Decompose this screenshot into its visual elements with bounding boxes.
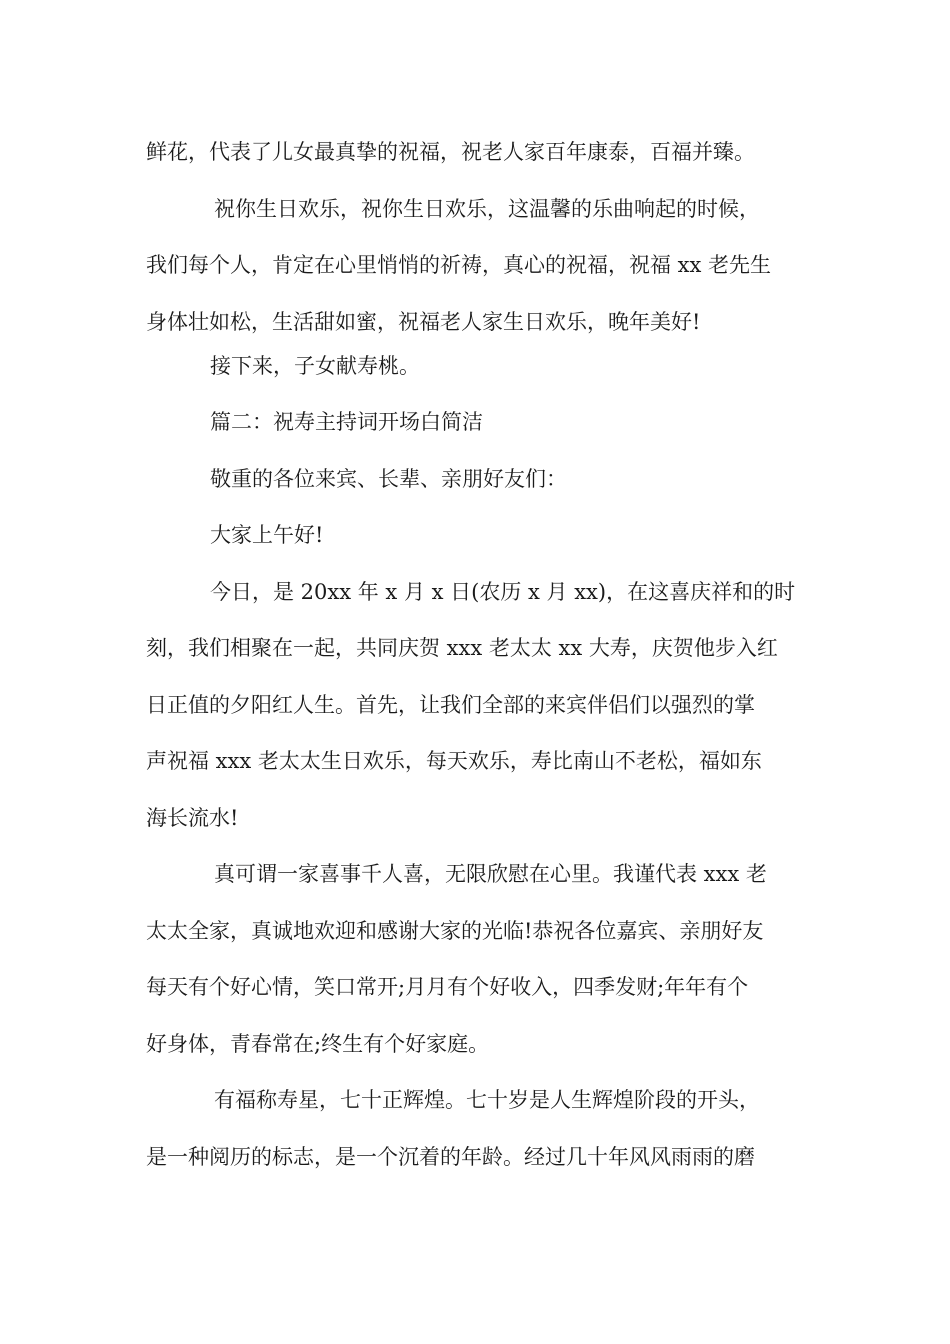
- section-heading: 篇二：祝寿主持词开场白简洁: [210, 410, 483, 434]
- document-body: [146, 130, 816, 1179]
- paragraph-line: 我们每个人，肯定在心里悄悄的祈祷，真心的祝福，祝福 xx 老先生: [146, 253, 772, 277]
- paragraph-line: 太太全家，真诚地欢迎和感谢大家的光临!恭祝各位嘉宾、亲朋好友: [146, 918, 764, 943]
- paragraph-line: 是一种阅历的标志，是一个沉着的年龄。经过几十年风风雨雨的磨: [146, 1144, 755, 1169]
- paragraph-line: 身体壮如松，生活甜如蜜，祝福老人家生日欢乐，晚年美好!: [146, 309, 701, 334]
- paragraph-line: 刻，我们相聚在一起，共同庆贺 xxx 老太太 xx 大寿，庆贺他步入红: [146, 636, 778, 660]
- salutation-line: 敬重的各位来宾、长辈、亲朋好友们：: [210, 466, 567, 491]
- paragraph-line: 接下来，子女献寿桃。: [210, 353, 420, 378]
- paragraph-line: 今日，是 20xx 年 x 月 x 日(农历 x 月 xx)，在这喜庆祥和的时: [210, 579, 796, 604]
- paragraph-line: 祝你生日欢乐，祝你生日欢乐，这温馨的乐曲响起的时候，: [214, 196, 760, 221]
- paragraph-line: 海长流水!: [146, 805, 239, 830]
- paragraph-line: 日正值的夕阳红人生。首先，让我们全部的来宾伴侣们以强烈的掌: [146, 692, 755, 717]
- paragraph-line: 好身体，青春常在;终生有个好家庭。: [146, 1031, 490, 1056]
- paragraph-line: 真可谓一家喜事千人喜，无限欣慰在心里。我谨代表 xxx 老: [214, 862, 767, 886]
- paragraph-line: 有福称寿星，七十正辉煌。七十岁是人生辉煌阶段的开头，: [214, 1088, 760, 1112]
- paragraph-line: 声祝福 xxx 老太太生日欢乐，每天欢乐，寿比南山不老松，福如东: [146, 749, 762, 773]
- greeting-line: 大家上午好!: [210, 523, 324, 547]
- paragraph-line: 鲜花，代表了儿女最真挚的祝福，祝老人家百年康泰，百福并臻。: [146, 140, 755, 164]
- paragraph-line: 每天有个好心情，笑口常开;月月有个好收入，四季发财;年年有个: [146, 975, 749, 999]
